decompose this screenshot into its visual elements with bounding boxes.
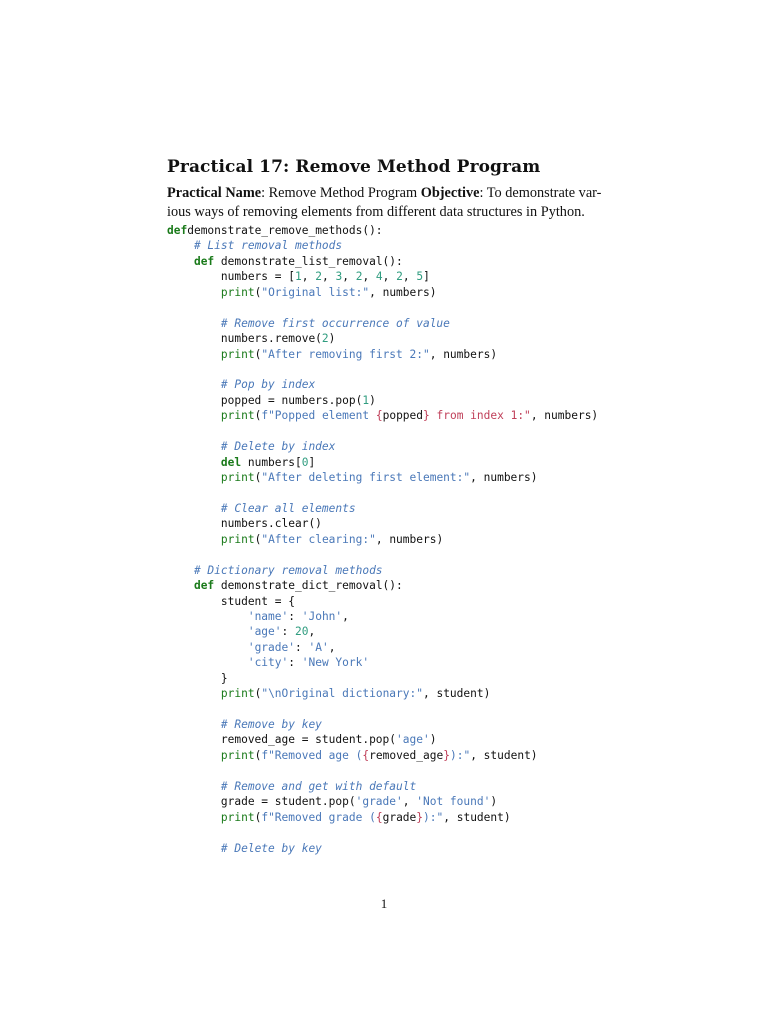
code-token: 2: [315, 270, 322, 284]
code-token: ,: [301, 270, 316, 284]
code-line: [167, 408, 598, 423]
code-token: # List removal methods: [193, 239, 343, 253]
code-token: print: [220, 471, 255, 484]
code-token: }: [443, 748, 450, 762]
code-token: ):": [449, 748, 471, 762]
code-token: f"Popped element: [261, 409, 376, 423]
code-line: [167, 501, 598, 516]
code-line: [167, 532, 598, 547]
code-line: [167, 594, 598, 609]
code-token: [167, 471, 221, 484]
code-token: demonstrate_dict_removal():: [214, 579, 403, 593]
code-line: [167, 702, 598, 717]
code-token: ,: [402, 270, 417, 284]
code-token: 1: [362, 393, 370, 407]
code-line: [167, 779, 598, 794]
code-token: 0: [301, 455, 309, 469]
code-token: ]: [423, 270, 430, 284]
code-token: 3: [335, 270, 343, 284]
code-token: # Remove first occurrence of value: [220, 316, 450, 330]
code-line: [167, 671, 598, 686]
code-token: 'A': [308, 640, 329, 654]
code-line: [167, 640, 598, 655]
code-token: ,: [362, 270, 376, 284]
code-token: 'John': [301, 609, 343, 623]
code-line: [167, 331, 598, 346]
code-line: [167, 424, 598, 439]
code-token: :: [281, 625, 295, 639]
code-token: grade = student.pop(: [167, 795, 356, 809]
code-token: }: [416, 810, 424, 824]
code-token: [167, 348, 221, 361]
code-line: [167, 825, 598, 840]
code-token: 'Not found': [416, 795, 491, 809]
code-line: [167, 300, 598, 315]
code-token: ): [429, 733, 437, 747]
code-token: 1: [294, 270, 302, 284]
code-token: 4: [375, 270, 383, 284]
code-token: # Dictionary removal methods: [193, 563, 383, 577]
code-token: ,: [342, 609, 349, 623]
code-token: (: [254, 687, 262, 701]
code-token: "Original list:": [261, 285, 370, 299]
objective-label: Objective: [420, 185, 480, 201]
code-token: ,: [342, 270, 356, 284]
code-token: [167, 440, 221, 453]
code-token: ,: [308, 625, 316, 639]
code-token: :: [294, 640, 309, 654]
code-token: {: [362, 748, 370, 762]
code-token: print: [220, 285, 255, 299]
code-token: print: [220, 687, 255, 701]
code-token: [167, 409, 221, 422]
code-token: removed_age: [369, 748, 444, 762]
code-token: numbers.clear(): [167, 517, 322, 531]
code-token: 'New York': [301, 656, 370, 670]
code-line: [167, 254, 598, 269]
code-token: ,: [328, 640, 336, 654]
code-token: [167, 239, 194, 252]
code-line: [167, 362, 598, 377]
code-line: [167, 347, 598, 362]
code-line: [167, 841, 598, 856]
code-token: 20: [295, 625, 309, 639]
code-token: ,: [382, 270, 397, 284]
code-token: [167, 641, 248, 654]
code-line: [167, 717, 598, 732]
code-token: "After clearing:": [261, 532, 376, 546]
code-line: [167, 794, 598, 809]
code-token: {: [375, 810, 383, 824]
code-token: [167, 610, 248, 623]
code-token: ]: [308, 455, 316, 469]
code-token: 2: [321, 332, 329, 346]
code-line: [167, 393, 598, 408]
code-line: [167, 810, 598, 825]
code-token: print: [220, 347, 255, 361]
code-token: [167, 656, 248, 669]
code-token: print: [220, 532, 255, 546]
code-token: [167, 456, 221, 469]
page-title: Practical 17: Remove Method Program: [167, 157, 541, 177]
code-token: :: [288, 609, 302, 623]
code-token: demonstrate_list_removal():: [214, 254, 403, 268]
code-line: [167, 455, 598, 470]
code-token: (: [254, 347, 262, 361]
code-token: ): [490, 795, 498, 809]
code-line: [167, 578, 598, 593]
objective-value: : To demonstrate var-ious ways of removing elements from different data structures in Python.: [167, 185, 602, 220]
intro-paragraph: [167, 184, 607, 222]
code-token: ,: [402, 795, 417, 809]
code-token: [167, 378, 221, 391]
code-block: [167, 223, 598, 856]
code-token: [167, 780, 221, 793]
code-token: f"Removed grade (: [261, 810, 376, 824]
code-token: "After removing first 2:": [261, 347, 430, 361]
code-line: [167, 223, 598, 238]
code-line: [167, 470, 598, 485]
code-token: ): [369, 393, 376, 407]
code-token: def: [193, 579, 215, 593]
code-token: , student): [470, 748, 538, 762]
code-token: , student): [422, 687, 491, 701]
code-token: [167, 842, 221, 855]
code-token: [167, 317, 221, 330]
code-token: 'city': [247, 656, 289, 670]
code-line: [167, 377, 598, 392]
practical-name-value: : Remove Method Program: [261, 185, 421, 201]
code-token: # Pop by index: [220, 378, 316, 392]
code-token: , student): [443, 810, 511, 824]
code-line: [167, 686, 598, 701]
code-token: 2: [396, 270, 403, 284]
code-line: [167, 269, 598, 284]
code-line: [167, 624, 598, 639]
code-token: [167, 579, 194, 592]
code-token: "After deleting first element:": [261, 471, 471, 484]
code-token: print: [220, 810, 255, 824]
code-token: (: [254, 748, 262, 762]
code-token: , numbers): [530, 409, 599, 423]
code-token: student = {: [167, 594, 295, 608]
code-token: 'name': [247, 609, 289, 623]
code-token: demonstrate_remove_methods():: [187, 224, 383, 237]
code-token: 'age': [247, 625, 282, 639]
code-token: [167, 286, 221, 299]
code-token: 2: [355, 270, 363, 284]
code-token: 'grade': [355, 795, 403, 809]
code-token: 'age': [396, 733, 430, 747]
code-line: [167, 439, 598, 454]
code-token: # Remove by key: [220, 718, 322, 731]
code-token: , numbers): [470, 471, 538, 484]
code-token: print: [220, 748, 255, 762]
code-line: [167, 763, 598, 778]
code-token: def: [193, 254, 215, 268]
code-token: [167, 749, 221, 762]
code-token: print: [220, 409, 255, 423]
code-line: [167, 655, 598, 670]
code-token: (: [254, 285, 262, 299]
code-token: (: [254, 810, 262, 824]
code-line: [167, 485, 598, 500]
code-token: # Remove and get with default: [220, 779, 417, 793]
code-token: , numbers): [375, 532, 444, 546]
code-token: [167, 255, 194, 268]
code-token: [167, 625, 248, 638]
code-token: ): [328, 332, 336, 346]
code-token: , numbers): [369, 285, 437, 299]
code-token: [167, 502, 221, 515]
page-number: 1: [380, 896, 388, 911]
code-line: [167, 316, 598, 331]
code-token: numbers = [: [167, 270, 295, 284]
code-token: # Delete by index: [220, 440, 336, 454]
code-token: numbers[: [241, 455, 302, 469]
code-token: (: [254, 471, 262, 484]
code-token: from index 1:": [429, 409, 531, 423]
code-line: [167, 732, 598, 747]
code-line: [167, 609, 598, 624]
code-token: popped: [382, 409, 424, 423]
code-token: , numbers): [429, 347, 498, 361]
code-token: [167, 718, 221, 731]
code-token: {: [375, 409, 383, 423]
code-line: [167, 547, 598, 562]
code-token: }: [167, 671, 228, 685]
code-line: [167, 238, 598, 253]
code-line: [167, 285, 598, 300]
code-token: ,: [321, 270, 336, 284]
code-token: grade: [382, 810, 417, 824]
code-token: f"Removed age (: [261, 748, 363, 762]
code-token: 'grade': [247, 640, 295, 654]
code-token: removed_age = student.pop(: [167, 733, 397, 747]
code-line: [167, 516, 598, 531]
code-line: [167, 563, 598, 578]
code-token: :: [288, 656, 302, 670]
code-token: # Clear all elements: [220, 501, 356, 515]
code-token: popped = numbers.pop(: [167, 393, 363, 407]
code-line: [167, 748, 598, 763]
code-token: [167, 687, 221, 700]
code-token: ):": [423, 810, 444, 824]
code-token: def: [167, 224, 188, 237]
code-token: del: [220, 455, 242, 469]
practical-name-label: Practical Name: [167, 185, 262, 201]
code-token: }: [423, 409, 430, 423]
code-token: 5: [416, 270, 424, 284]
code-token: (: [254, 409, 262, 423]
code-token: "\nOriginal dictionary:": [261, 687, 423, 701]
code-token: numbers.remove(: [167, 332, 322, 346]
code-token: [167, 811, 221, 824]
code-token: (: [254, 532, 262, 546]
code-token: # Delete by key: [220, 841, 322, 855]
code-token: [167, 533, 221, 546]
code-token: [167, 564, 194, 577]
